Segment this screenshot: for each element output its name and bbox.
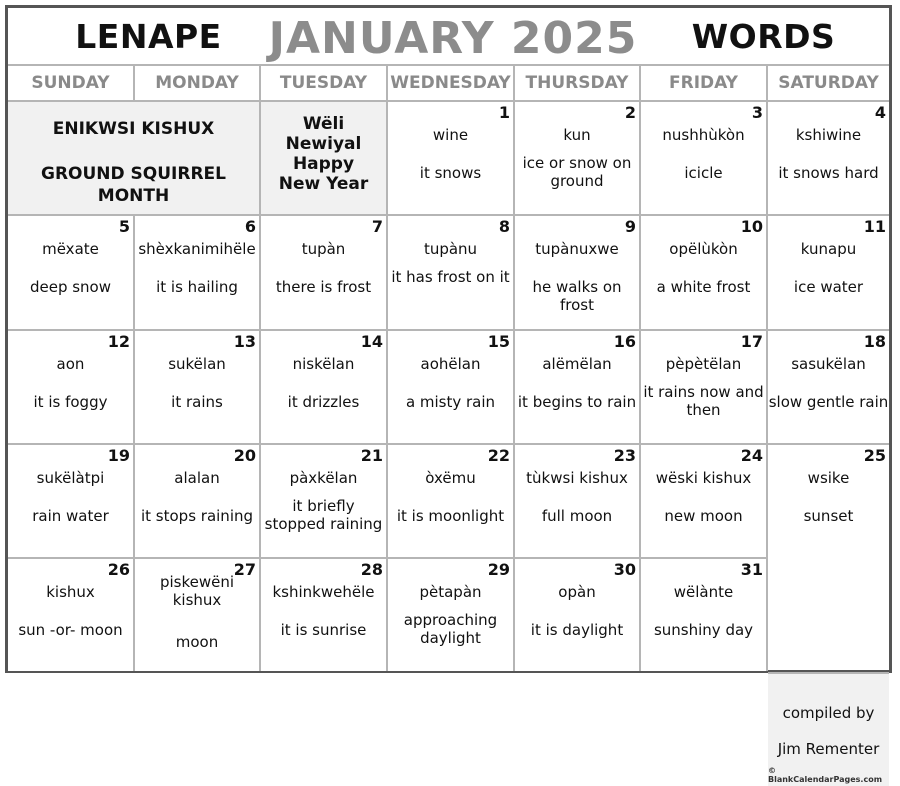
english-meaning: deep snow bbox=[29, 278, 112, 297]
lenape-word: sukëlan bbox=[168, 354, 226, 373]
day-cell-22 bbox=[388, 443, 515, 557]
day-number: 10 bbox=[740, 217, 763, 237]
day-number: 6 bbox=[244, 217, 256, 237]
day-number: 16 bbox=[613, 331, 636, 351]
english-meaning: new moon bbox=[664, 506, 743, 525]
english-meaning: icicle bbox=[684, 164, 723, 182]
day-number: 19 bbox=[107, 445, 130, 465]
lenape-word: kun bbox=[563, 126, 591, 144]
day-number: 17 bbox=[740, 331, 763, 351]
day-cell-12 bbox=[8, 329, 135, 443]
lenape-word: wsike bbox=[807, 468, 850, 487]
day-number: 23 bbox=[613, 445, 636, 465]
day-number: 1 bbox=[498, 103, 510, 122]
new-year-line1: Wëli bbox=[302, 114, 345, 134]
day-number: 4 bbox=[874, 103, 886, 122]
day-cell-8 bbox=[388, 214, 515, 328]
day-number: 11 bbox=[863, 217, 886, 237]
lenape-word: tupàn bbox=[301, 240, 346, 259]
day-cell-29 bbox=[388, 557, 515, 671]
english-meaning: sun -or- moon bbox=[18, 621, 123, 640]
day-number: 12 bbox=[107, 331, 130, 351]
english-meaning: it snows hard bbox=[778, 164, 879, 182]
title-month: JANUARY 2025 bbox=[268, 12, 638, 64]
day-number: 24 bbox=[740, 445, 763, 465]
english-meaning: sunshiny day bbox=[653, 621, 754, 640]
lenape-word: alalan bbox=[174, 468, 220, 487]
lenape-word: tupànu bbox=[423, 240, 478, 259]
weekday-header-sunday: SUNDAY bbox=[8, 64, 135, 100]
day-cell-16 bbox=[515, 329, 641, 443]
calendar bbox=[5, 5, 892, 784]
english-meaning: it drizzles bbox=[287, 392, 360, 411]
day-cell-15 bbox=[388, 329, 515, 443]
english-meaning: moon bbox=[175, 633, 219, 652]
day-cell-21 bbox=[261, 443, 388, 557]
lenape-word: opàn bbox=[558, 583, 596, 602]
day-number: 5 bbox=[118, 217, 130, 237]
english-meaning: rain water bbox=[32, 506, 109, 525]
lenape-word: aohëlan bbox=[420, 354, 481, 373]
day-cell-14 bbox=[261, 329, 388, 443]
day-cell-1 bbox=[388, 100, 515, 214]
day-number: 3 bbox=[751, 103, 763, 122]
day-cell-23 bbox=[515, 443, 641, 557]
weekday-header-saturday: SATURDAY bbox=[768, 64, 889, 100]
day-number: 27 bbox=[233, 560, 256, 580]
day-number: 20 bbox=[233, 445, 256, 465]
english-meaning: it is foggy bbox=[33, 392, 108, 411]
day-cell-6 bbox=[135, 214, 261, 328]
day-number: 15 bbox=[487, 331, 510, 351]
month-name-lenape: ENIKWSI KISHUX bbox=[52, 119, 215, 139]
english-meaning: it begins to rain bbox=[517, 392, 637, 411]
english-meaning: ice water bbox=[793, 278, 864, 297]
day-cell-24 bbox=[641, 443, 768, 557]
english-meaning: full moon bbox=[541, 506, 613, 525]
lenape-word: tupànuxwe bbox=[535, 240, 619, 259]
english-meaning: it is daylight bbox=[530, 621, 624, 640]
lenape-word: sasukëlan bbox=[791, 354, 866, 373]
english-meaning: ice or snow on ground bbox=[522, 154, 632, 190]
lenape-word: wine bbox=[432, 126, 469, 144]
month-name-english-1: GROUND SQUIRREL bbox=[40, 164, 226, 184]
day-cell-3 bbox=[641, 100, 768, 214]
day-cell-19 bbox=[8, 443, 135, 557]
compiled-by-cell bbox=[768, 672, 889, 786]
day-number: 2 bbox=[624, 103, 636, 122]
lenape-word: niskëlan bbox=[292, 354, 355, 373]
new-year-line3: Happy bbox=[292, 154, 355, 174]
lenape-word: nushhùkòn bbox=[662, 126, 745, 144]
lenape-word: piskewëni kishux bbox=[159, 573, 235, 610]
compiler-name: Jim Rementer bbox=[777, 739, 880, 758]
english-meaning: there is frost bbox=[275, 278, 372, 297]
english-meaning: he walks on frost bbox=[532, 278, 622, 315]
english-meaning: it snows bbox=[419, 164, 482, 182]
day-cell-25 bbox=[768, 443, 889, 557]
lenape-word: pètapàn bbox=[419, 583, 482, 602]
title-row bbox=[8, 8, 889, 64]
lenape-word: kunapu bbox=[800, 240, 857, 259]
day-number: 18 bbox=[863, 331, 886, 351]
day-number: 8 bbox=[498, 217, 510, 237]
day-cell-4 bbox=[768, 100, 889, 214]
lenape-word: opëlùkòn bbox=[669, 240, 738, 259]
day-cell-7 bbox=[261, 214, 388, 328]
lenape-word: òxëmu bbox=[425, 468, 476, 487]
english-meaning: it rains bbox=[171, 392, 223, 411]
lenape-word: pèpètëlan bbox=[665, 354, 742, 373]
day-cell-2 bbox=[515, 100, 641, 214]
english-meaning: it briefly stopped raining bbox=[264, 496, 383, 533]
day-number: 29 bbox=[487, 560, 510, 580]
day-cell-26 bbox=[8, 557, 135, 671]
day-number: 25 bbox=[863, 445, 886, 465]
lenape-word: kshinkwehële bbox=[272, 583, 375, 602]
lenape-word: alëmëlan bbox=[542, 354, 612, 373]
title-words: WORDS bbox=[691, 16, 836, 56]
day-cell-17 bbox=[641, 329, 768, 443]
lenape-word: tùkwsi kishux bbox=[526, 468, 628, 487]
lenape-word: pàxkëlan bbox=[289, 468, 358, 487]
weekday-header-friday: FRIDAY bbox=[641, 64, 768, 100]
english-meaning: it rains now and then bbox=[643, 382, 764, 419]
day-number: 21 bbox=[360, 445, 383, 465]
day-cell-30 bbox=[515, 557, 641, 671]
day-cell-27 bbox=[135, 557, 261, 671]
weekday-header-wednesday: WEDNESDAY bbox=[388, 64, 515, 100]
english-meaning: it is moonlight bbox=[396, 506, 505, 525]
english-meaning: sunset bbox=[803, 506, 854, 525]
english-meaning: a misty rain bbox=[405, 392, 496, 411]
day-cell-28 bbox=[261, 557, 388, 671]
weekday-header-tuesday: TUESDAY bbox=[261, 64, 388, 100]
new-year-line4: New Year bbox=[278, 174, 369, 194]
credit-text: © BlankCalendarPages.com bbox=[768, 765, 883, 784]
compiled-by-label: compiled by bbox=[782, 703, 875, 722]
day-cell-13 bbox=[135, 329, 261, 443]
english-meaning: approaching daylight bbox=[403, 611, 498, 648]
day-number: 22 bbox=[487, 445, 510, 465]
weekday-header-thursday: THURSDAY bbox=[515, 64, 641, 100]
day-cell-18 bbox=[768, 329, 889, 443]
day-number: 7 bbox=[371, 217, 383, 237]
english-meaning: a white frost bbox=[656, 278, 751, 297]
day-number: 13 bbox=[233, 331, 256, 351]
day-number: 9 bbox=[624, 217, 636, 237]
new-year-line2: Newiyal bbox=[285, 134, 362, 154]
lenape-word: shèxkanimihële bbox=[138, 240, 256, 259]
day-cell-31 bbox=[641, 557, 768, 671]
english-meaning: it stops raining bbox=[140, 506, 254, 525]
day-number: 31 bbox=[740, 560, 763, 580]
day-number: 28 bbox=[360, 560, 383, 580]
day-number: 14 bbox=[360, 331, 383, 351]
month-name-cell bbox=[8, 100, 261, 214]
lenape-word: sukëlàtpi bbox=[36, 468, 105, 487]
english-meaning: it has frost on it bbox=[391, 268, 510, 287]
day-cell-9 bbox=[515, 214, 641, 328]
lenape-word: kishux bbox=[46, 583, 95, 602]
lenape-word: mëxate bbox=[42, 240, 99, 259]
day-number: 30 bbox=[613, 560, 636, 580]
english-meaning: it is sunrise bbox=[280, 621, 367, 640]
english-meaning: slow gentle rain bbox=[768, 392, 889, 411]
month-name-english-2: MONTH bbox=[97, 186, 170, 206]
lenape-word: kshiwine bbox=[795, 126, 862, 144]
day-cell-11 bbox=[768, 214, 889, 328]
day-number: 26 bbox=[107, 560, 130, 580]
lenape-word: wëski kishux bbox=[655, 468, 752, 487]
day-cell-10 bbox=[641, 214, 768, 328]
english-meaning: it is hailing bbox=[156, 278, 238, 297]
new-year-cell bbox=[261, 100, 388, 214]
weekday-header-monday: MONDAY bbox=[135, 64, 261, 100]
lenape-word: aon bbox=[56, 354, 85, 373]
day-cell-5 bbox=[8, 214, 135, 328]
title-lenape: LENAPE bbox=[75, 16, 222, 56]
day-cell-20 bbox=[135, 443, 261, 557]
lenape-word: wëlànte bbox=[673, 583, 734, 602]
